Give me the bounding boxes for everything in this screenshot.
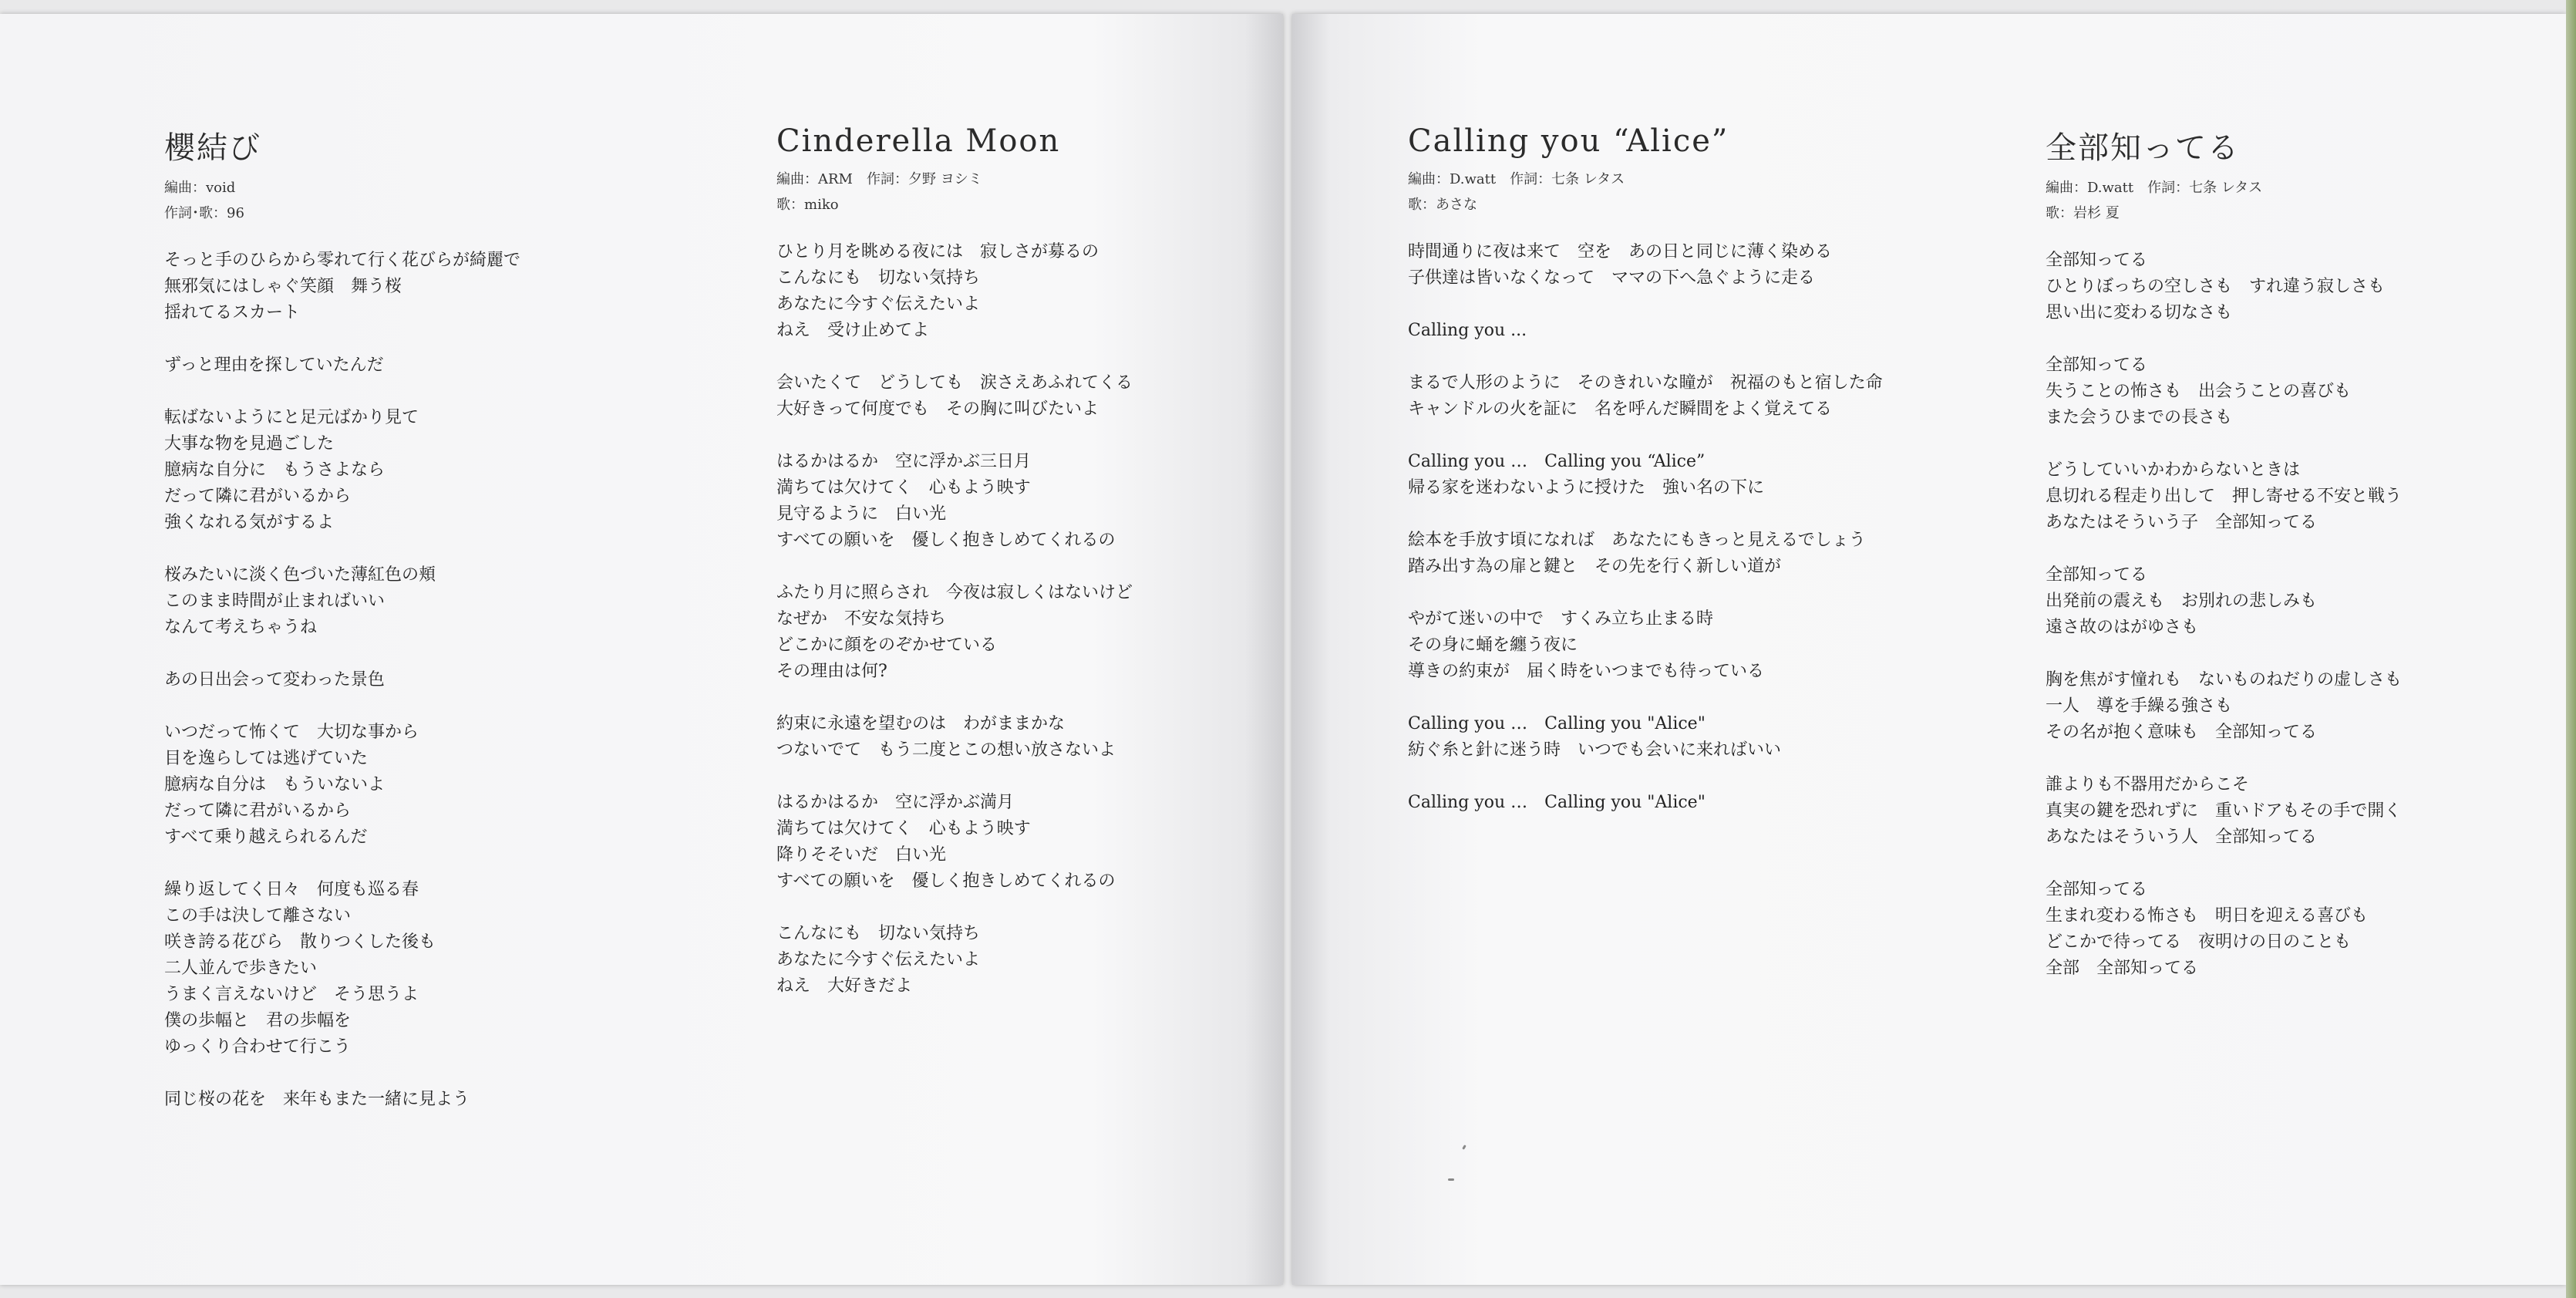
lyric-line: 紡ぐ糸と針に迷う時 いつでも会いに来ればいい	[1408, 740, 1782, 760]
lyric-verse	[1408, 449, 1883, 501]
lyric-line: あなたはそういう子 全部知ってる	[2046, 513, 2318, 532]
lyric-line: Calling you … Calling you "Alice"	[1408, 714, 1706, 733]
lyric-line: Calling you ...	[1408, 321, 1527, 340]
lyric-verse	[164, 405, 520, 536]
lyric-line: 桜みたいに淡く色づいた薄紅色の頬	[164, 565, 436, 585]
lyric-line: 臆病な自分に もうさよなら	[164, 460, 386, 480]
credit-line: 編曲：void	[164, 180, 236, 196]
lyric-line: ふたり月に照らされ 今夜は寂しくはないけど	[776, 583, 1133, 602]
lyric-line: 臆病な自分は もういないよ	[164, 775, 386, 794]
lyric-verse	[1408, 528, 1883, 580]
lyric-verse	[776, 580, 1133, 685]
lyric-line: すべて乗り越えられるんだ	[164, 828, 368, 847]
lyric-verse	[164, 352, 520, 379]
lyric-line: その理由は何?	[776, 662, 887, 681]
lyric-verse	[776, 790, 1133, 895]
lyric-line: 生まれ変わる怖さも 明日を迎える喜びも	[2046, 906, 2369, 925]
credit-line: 歌：あさな	[1408, 197, 1477, 213]
credit-line: 編曲：D.watt 作詞：七条 レタス	[2046, 180, 2263, 196]
booklet-edge	[2566, 0, 2576, 1298]
lyric-line: また会うひまでの長さも	[2046, 408, 2233, 427]
lyric-verse	[776, 711, 1133, 764]
lyric-line: 約束に永遠を望むのは わがままかな	[776, 714, 1066, 733]
song-title: 全部知ってる	[2046, 130, 2240, 166]
lyric-line: 満ちては欠けてく 心もよう映す	[776, 819, 1031, 838]
lyric-line: あなたに今すぐ伝えたいよ	[776, 295, 981, 314]
lyric-verse	[164, 667, 520, 693]
lyric-line: Calling you … Calling you "Alice"	[1408, 793, 1706, 812]
lyric-line: 時間通りに夜は来て 空を あの日と同じに薄く染める	[1408, 242, 1833, 261]
lyric-line: 揺れてるスカート	[164, 303, 301, 322]
lyric-line: ひとりぼっちの空しさも すれ違う寂しさも	[2046, 277, 2386, 296]
lyric-verse	[776, 239, 1133, 344]
lyric-line: 大好きって何度でも その胸に叫びたいよ	[776, 400, 1099, 419]
lyric-line: どうしていいかわからないときは	[2046, 460, 2301, 480]
lyric-verse	[2046, 667, 2402, 746]
lyric-line: 遠さ故のはがゆさも	[2046, 618, 2199, 637]
lyric-line: はるかはるか 空に浮かぶ三日月	[776, 452, 1032, 471]
lyric-line: このまま時間が止まればいい	[164, 592, 386, 611]
lyric-line: 一人 導を手繰る強さも	[2046, 696, 2233, 716]
lyric-line: 全部知ってる	[2046, 565, 2148, 585]
lyric-line: 僕の歩幅と 君の歩幅を	[164, 1011, 352, 1030]
lyric-line: あなたはそういう人 全部知ってる	[2046, 828, 2318, 847]
lyric-line: やがて迷いの中で すくみ立ち止まる時	[1408, 609, 1714, 629]
lyric-verse	[1408, 606, 1883, 685]
lyric-verse	[1408, 790, 1883, 816]
lyric-line: 全部知ってる	[2046, 251, 2148, 270]
lyric-line: 咲き誇る花びら 散りつくした後も	[164, 932, 436, 952]
lyric-verse	[776, 449, 1133, 554]
lyric-line: こんなにも 切ない気持ち	[776, 268, 981, 288]
song-block	[776, 123, 1133, 1026]
lyric-line: そっと手のひらから零れて行く花びらが綺麗で	[164, 251, 521, 270]
lyric-line: なぜか 不安な気持ち	[776, 609, 947, 629]
lyric-line: ひとり月を眺める夜には 寂しさが募るの	[776, 242, 1099, 261]
lyric-line: どこかに顔をのぞかせている	[776, 636, 998, 655]
lyric-verse	[2046, 352, 2402, 431]
credit-line: 作詞･歌：96	[164, 205, 244, 221]
lyric-verse	[1408, 370, 1883, 423]
lyric-line: 目を逸らしては逃げていた	[164, 749, 369, 768]
lyric-line: あの日出会って変わった景色	[164, 670, 385, 689]
lyric-line: 出発前の震えも お別れの悲しみも	[2046, 592, 2318, 611]
lyric-line: 誰よりも不器用だからこそ	[2046, 775, 2250, 794]
lyric-verse	[164, 877, 520, 1060]
lyric-line: ゆっくり合わせて行こう	[164, 1037, 351, 1057]
lyric-line: 無邪気にはしゃぐ笑顔 舞う桜	[164, 277, 402, 296]
credit-line: 歌：miko	[776, 197, 839, 213]
song-title: 櫻結び	[164, 130, 261, 166]
paper-speck	[1448, 1178, 1454, 1181]
lyric-line: 見守るように 白い光	[776, 504, 947, 524]
song-title: Cinderella Moon	[776, 123, 1061, 159]
lyric-line: キャンドルの火を証に 名を呼んだ瞬間をよく覚えてる	[1408, 400, 1833, 419]
song-credits	[2046, 175, 2402, 226]
lyric-verse	[164, 720, 520, 851]
song-block	[2046, 123, 2402, 1008]
lyric-line: 同じ桜の花を 来年もまた一緒に見よう	[164, 1090, 470, 1109]
credit-line: 編曲：D.watt 作詞：七条 レタス	[1408, 171, 1625, 187]
lyric-verse	[776, 370, 1133, 423]
lyric-line: 大事な物を見過ごした	[164, 434, 335, 453]
lyric-line: つないでて もう二度とこの想い放さないよ	[776, 740, 1116, 760]
lyric-line: うまく言えないけど そう思うよ	[164, 985, 419, 1004]
lyric-line: 真実の鍵を恐れずに 重いドアもその手で開く	[2046, 801, 2402, 821]
lyric-line: 二人並んで歩きたい	[164, 959, 318, 978]
lyric-verse	[1408, 239, 1883, 292]
lyric-line: 繰り返してく日々 何度も巡る春	[164, 880, 419, 899]
lyric-line: この手は決して離さない	[164, 906, 352, 925]
lyric-line: 強くなれる気がするよ	[164, 513, 335, 532]
lyric-verse	[1408, 711, 1883, 764]
lyric-line: その身に蛹を纏う夜に	[1408, 636, 1578, 655]
lyric-line: だって隣に君がいるから	[164, 801, 352, 821]
song-credits	[164, 175, 520, 226]
lyric-line: ねえ 大好きだよ	[776, 976, 913, 996]
lyric-line: 失うことの怖さも 出会うことの喜びも	[2046, 382, 2352, 401]
lyric-line: 帰る家を迷わないように授けた 強い名の下に	[1408, 478, 1765, 497]
lyric-line: Calling you … Calling you “Alice”	[1408, 452, 1706, 471]
lyric-line: あなたに今すぐ伝えたいよ	[776, 950, 981, 969]
song-credits	[1408, 167, 1883, 217]
lyric-line: 降りそそいだ 白い光	[776, 845, 947, 865]
lyric-line: 全部 全部知ってる	[2046, 959, 2199, 978]
lyric-line: 導きの約束が 届く時をいつまでも待っている	[1408, 662, 1765, 681]
lyric-verse	[2046, 877, 2402, 982]
song-block	[1408, 123, 1883, 842]
song-credits	[776, 167, 1133, 217]
lyric-line: すべての願いを 優しく抱きしめてくれるの	[776, 872, 1116, 891]
lyric-verse	[2046, 562, 2402, 641]
lyric-verse	[164, 248, 520, 326]
lyric-verse	[2046, 457, 2402, 536]
lyric-verse	[2046, 772, 2402, 851]
lyric-line: その名が抱く意味も 全部知ってる	[2046, 723, 2318, 742]
credit-line: 歌：岩杉 夏	[2046, 205, 2120, 221]
lyric-verse	[2046, 248, 2402, 326]
lyric-line: はるかはるか 空に浮かぶ満月	[776, 793, 1015, 812]
lyric-line: どこかで待ってる 夜明けの日のことも	[2046, 932, 2352, 952]
lyric-line: こんなにも 切ない気持ち	[776, 924, 981, 943]
lyric-line: なんて考えちゃうね	[164, 618, 318, 637]
lyric-line: まるで人形のように そのきれいな瞳が 祝福のもと宿した命	[1408, 373, 1883, 393]
lyric-line: 子供達は皆いなくなって ママの下へ急ぐように走る	[1408, 268, 1816, 288]
lyric-line: 胸を焦がす憧れも ないものねだりの虚しさも	[2046, 670, 2403, 689]
lyric-line: 絵本を手放す頃になれば あなたにもきっと見えるでしょう	[1408, 531, 1866, 550]
lyric-line: 全部知ってる	[2046, 880, 2148, 899]
credit-line: 編曲：ARM 作詞：夕野 ヨシミ	[776, 171, 982, 187]
lyric-verse	[164, 562, 520, 641]
song-block	[164, 123, 520, 1139]
lyric-line: 全部知ってる	[2046, 356, 2148, 375]
lyric-line: すべての願いを 優しく抱きしめてくれるの	[776, 531, 1116, 550]
lyric-verse	[164, 1087, 520, 1113]
song-title: Calling you “Alice”	[1408, 123, 1729, 159]
lyric-line: ずっと理由を探していたんだ	[164, 356, 384, 375]
lyric-line: 会いたくて どうしても 涙さえあふれてくる	[776, 373, 1133, 393]
lyric-line: 踏み出す為の扉と鍵と その先を行く新しい道が	[1408, 557, 1782, 576]
lyric-line: 転ばないようにと足元ばかり見て	[164, 408, 419, 427]
lyric-verse	[776, 921, 1133, 1000]
lyric-line: 息切れる程走り出して 押し寄せる不安と戦う	[2046, 487, 2403, 506]
lyric-verse	[1408, 318, 1883, 344]
lyric-line: ねえ 受け止めてよ	[776, 321, 930, 340]
lyric-line: いつだって怖くて 大切な事から	[164, 723, 419, 742]
lyric-line: 満ちては欠けてく 心もよう映す	[776, 478, 1031, 497]
lyric-line: 思い出に変わる切なさも	[2046, 303, 2233, 322]
lyric-line: だって隣に君がいるから	[164, 487, 352, 506]
